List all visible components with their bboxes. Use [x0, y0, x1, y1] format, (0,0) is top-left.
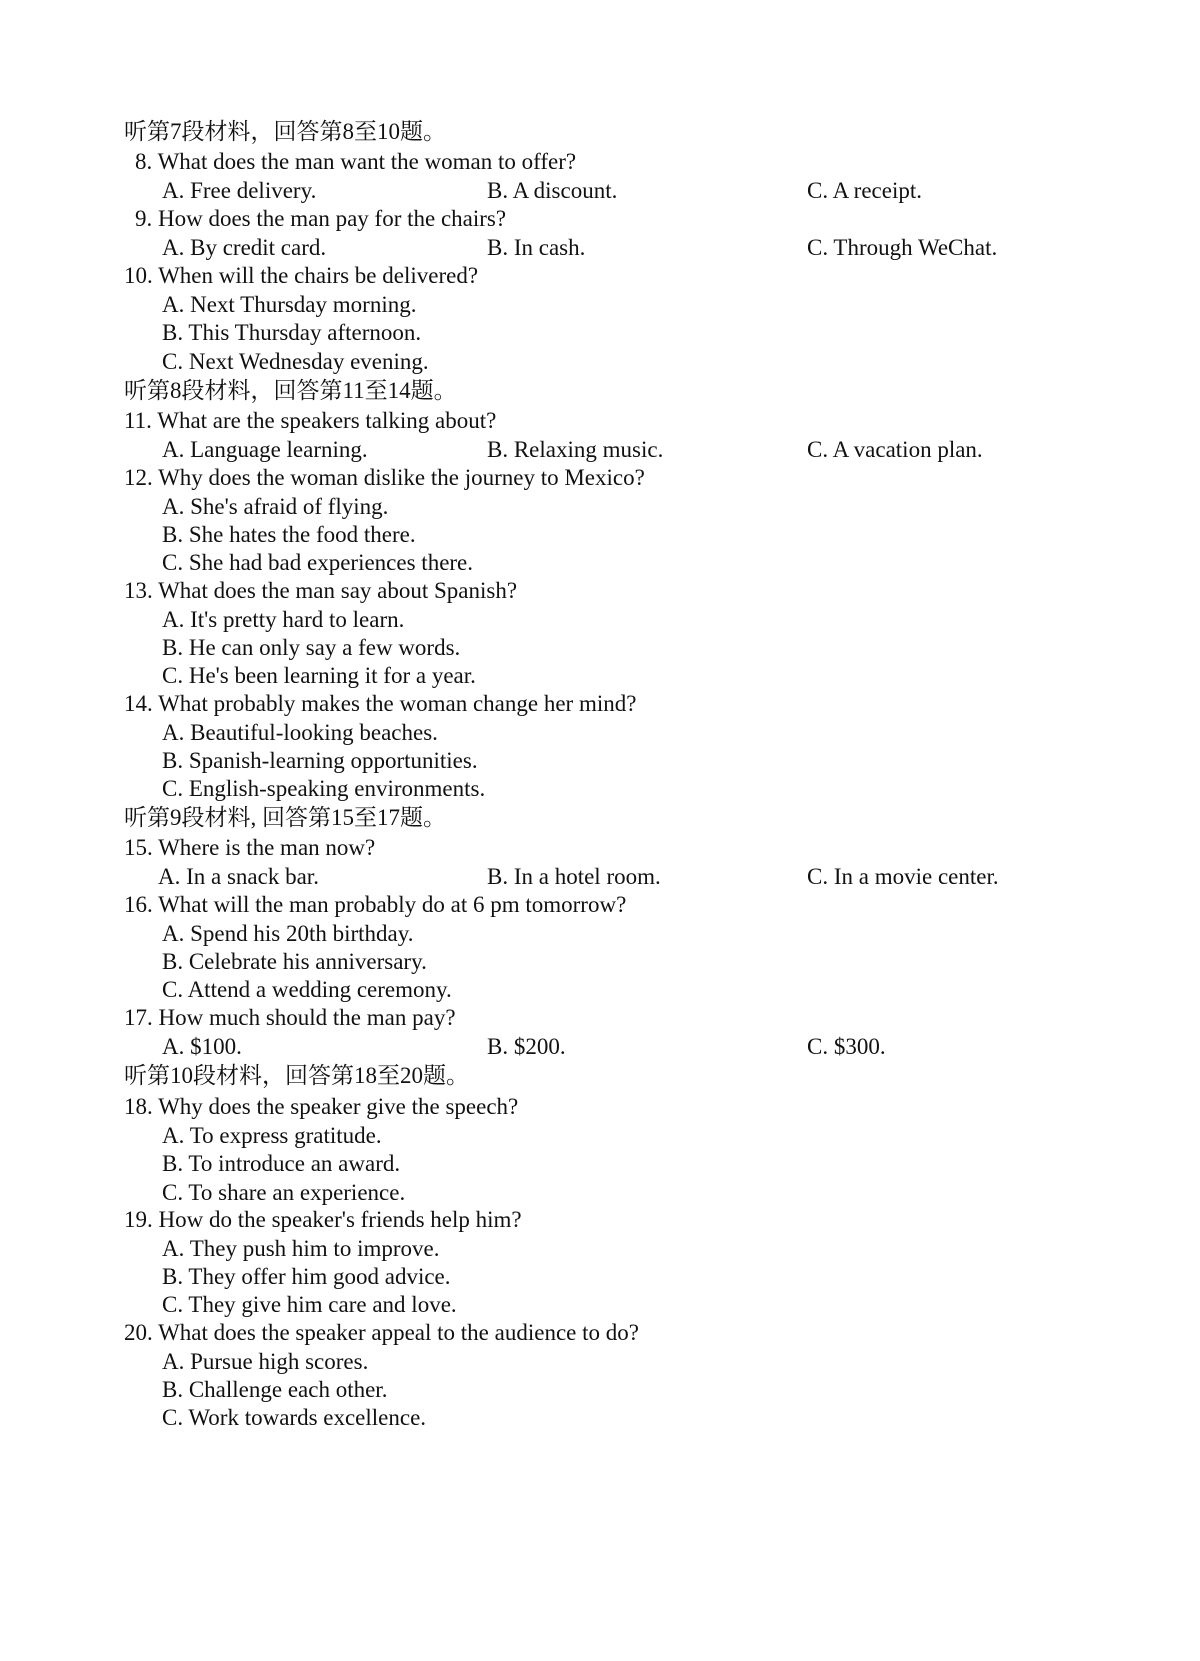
- option-b: B. To introduce an award.: [162, 1151, 401, 1176]
- question-stem: 15. Where is the man now?: [124, 835, 376, 860]
- options-row: [0, 176, 1200, 206]
- option-a: A. To express gratitude.: [162, 1123, 382, 1148]
- option-a: A. Beautiful-looking beaches.: [162, 720, 438, 745]
- option-b: B. He can only say a few words.: [162, 635, 461, 660]
- question-stem: 13. What does the man say about Spanish?: [124, 578, 518, 603]
- option-b: B. In cash.: [487, 235, 586, 260]
- section-heading: 听第7段材料，回答第8至10题。: [124, 119, 446, 144]
- option-b: B. Celebrate his anniversary.: [162, 949, 427, 974]
- option-b: B. Relaxing music.: [487, 437, 664, 462]
- option-c: C. English-speaking environments.: [162, 776, 486, 801]
- question-stem: 19. How do the speaker's friends help him?: [124, 1207, 522, 1232]
- option-a: A. By credit card.: [162, 235, 327, 260]
- option-b: B. Spanish-learning opportunities.: [162, 748, 478, 773]
- question-stem: 11. What are the speakers talking about?: [124, 408, 497, 433]
- option-c: C. She had bad experiences there.: [162, 550, 474, 575]
- option-a: A. In a snack bar.: [158, 864, 319, 889]
- options-row: [0, 1032, 1200, 1062]
- question-stem: 17. How much should the man pay?: [124, 1005, 456, 1030]
- option-c: C. Through WeChat.: [807, 235, 998, 260]
- option-a: A. She's afraid of flying.: [162, 494, 389, 519]
- option-b: B. They offer him good advice.: [162, 1264, 451, 1289]
- option-a: A. It's pretty hard to learn.: [162, 607, 405, 632]
- option-a: A. $100.: [162, 1034, 242, 1059]
- option-a: A. Spend his 20th birthday.: [162, 921, 414, 946]
- section-heading: 听第8段材料，回答第11至14题。: [124, 378, 457, 403]
- question-stem: 20. What does the speaker appeal to the audience to do?: [124, 1320, 639, 1345]
- options-row: [0, 435, 1200, 465]
- option-c: C. Work towards excellence.: [162, 1405, 427, 1430]
- option-c: C. In a movie center.: [807, 864, 999, 889]
- question-stem: 18. Why does the speaker give the speech?: [124, 1094, 519, 1119]
- option-b: B. A discount.: [487, 178, 618, 203]
- options-row: [0, 233, 1200, 263]
- option-b: B. She hates the food there.: [162, 522, 416, 547]
- option-b: B. $200.: [487, 1034, 566, 1059]
- option-c: C. $300.: [807, 1034, 886, 1059]
- option-c: C. They give him care and love.: [162, 1292, 457, 1317]
- option-a: A. They push him to improve.: [162, 1236, 440, 1261]
- option-c: C. Next Wednesday evening.: [162, 349, 429, 374]
- option-a: A. Free delivery.: [162, 178, 317, 203]
- option-c: C. A vacation plan.: [807, 437, 983, 462]
- question-stem: 12. Why does the woman dislike the journey to Mexico?: [124, 465, 645, 490]
- question-stem: 9. How does the man pay for the chairs?: [135, 206, 507, 231]
- section-heading: 听第10段材料，回答第18至20题。: [124, 1063, 469, 1088]
- option-b: B. In a hotel room.: [487, 864, 661, 889]
- option-a: A. Next Thursday morning.: [162, 292, 417, 317]
- section-heading: 听第9段材料, 回答第15至17题。: [124, 805, 446, 830]
- option-b: B. Challenge each other.: [162, 1377, 388, 1402]
- option-c: C. To share an experience.: [162, 1180, 406, 1205]
- option-b: B. This Thursday afternoon.: [162, 320, 422, 345]
- question-stem: 10. When will the chairs be delivered?: [124, 263, 479, 288]
- question-stem: 8. What does the man want the woman to offer?: [135, 149, 577, 174]
- option-c: C. He's been learning it for a year.: [162, 663, 476, 688]
- option-c: C. A receipt.: [807, 178, 922, 203]
- question-stem: 14. What probably makes the woman change her mind?: [124, 691, 637, 716]
- options-row: [0, 862, 1200, 892]
- option-c: C. Attend a wedding ceremony.: [162, 977, 452, 1002]
- option-a: A. Pursue high scores.: [162, 1349, 369, 1374]
- question-stem: 16. What will the man probably do at 6 pm tomorrow?: [124, 892, 627, 917]
- option-a: A. Language learning.: [162, 437, 368, 462]
